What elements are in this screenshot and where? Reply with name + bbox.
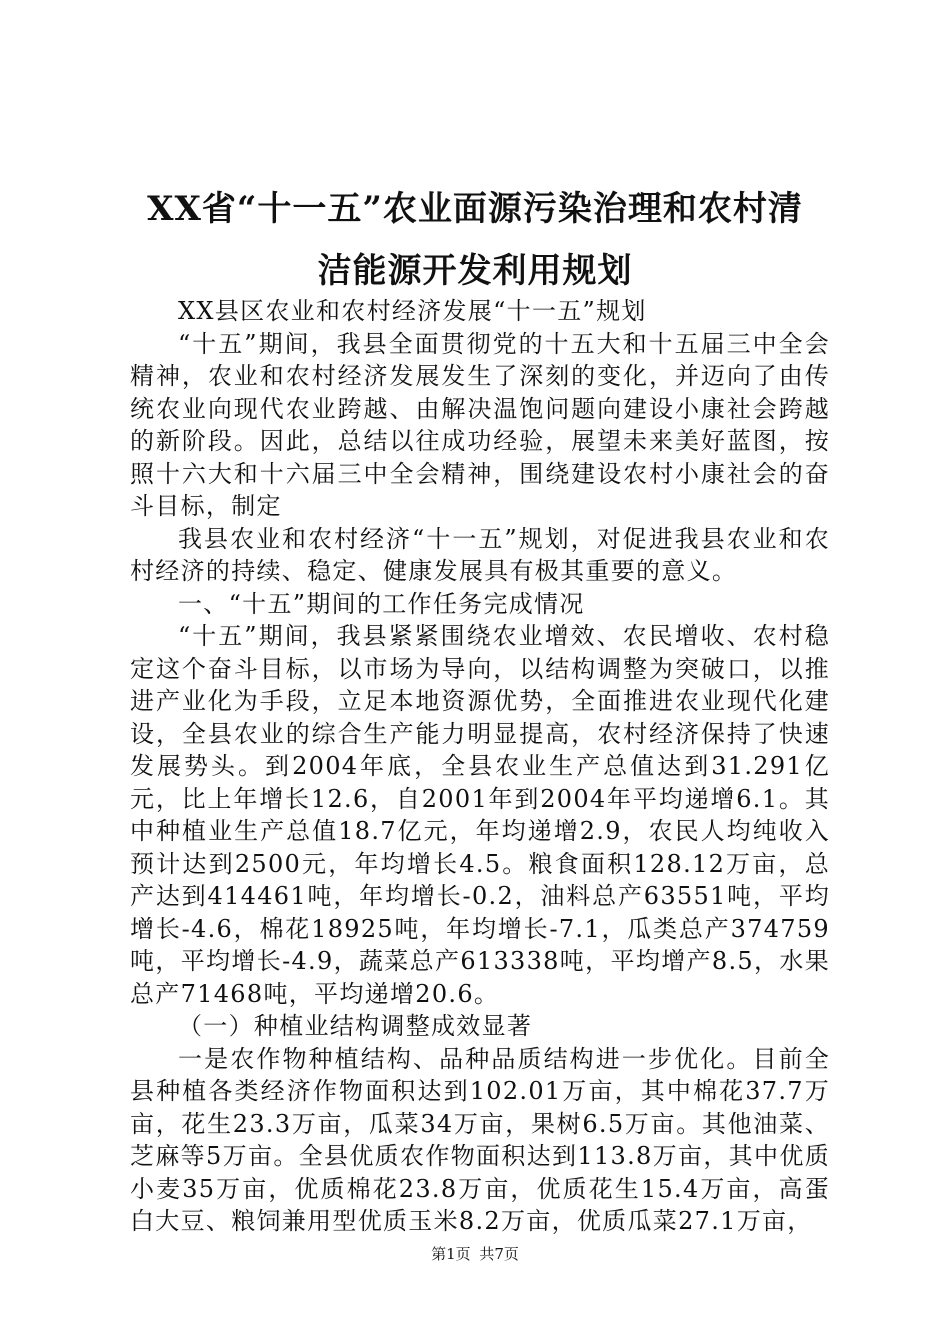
page-footer [0, 1245, 950, 1263]
subtitle-paragraph: XX县区农业和农村经济发展“十一五”规划 [178, 297, 647, 325]
body-paragraph: “十五”期间，我县紧紧围绕农业增效、农民增收、农村稳定这个奋斗目标，以市场为导向，以结构调整为突破口，以推进产业化为手段，立足本地资源优势，全面推进农业现代化建设，全县农业的综合生产能力明显提高，农村经济保持了快速发展势头。到2004年底，全县农业生产总值达到31.291亿元，比上年增长12.6，自2001年到2004年平均递增6.1。其中种植业生产总值18.7亿元，年均递增2.9，农民人均纯收入预计达到2500元，年均增长4.5。粮食面积128.12万亩，总产达到414461吨，年均增长-0.2，油料总产63551吨，平均增长-4.6，棉花18925吨，年均增长-7.1，瓜类总产374759吨，平均增长-4.9，蔬菜总产613338吨，平均增产8.5，水果总产71468吨，平均递增20.6。 [130, 622, 830, 1008]
document-title-line-2: 洁能源开发利用规划 [317, 251, 633, 291]
body-paragraph: 一是农作物种植结构、品种品质结构进一步优化。目前全县种植各类经济作物面积达到102.01万亩，其中棉花37.7万亩，花生23.3万亩，瓜菜34万亩，果树6.5万亩。其他油菜、芝麻等5万亩。全县优质农作物面积达到113.8万亩，其中优质小麦35万亩，优质棉花23.8万亩，优质花生15.4万亩，高蛋白大豆、粮饲兼用型优质玉米8.2万亩，优质瓜菜27.1万亩， [130, 1044, 830, 1235]
page-total: 共7页 [479, 1245, 519, 1263]
document-body [130, 295, 830, 1238]
document-title-line-1: XX省“十一五”农业面源污染治理和农村清 [147, 189, 803, 229]
page-number: 第1页 [431, 1245, 471, 1263]
subsection-heading: （一）种植业结构调整成效显著 [178, 1012, 533, 1040]
section-heading: 一、“十五”期间的工作任务完成情况 [178, 589, 585, 618]
body-paragraph: 我县农业和农村经济“十一五”规划，对促进我县农业和农村经济的持续、稳定、健康发展具有极其重要的意义。 [130, 524, 830, 585]
body-paragraph: “十五”期间，我县全面贯彻党的十五大和十五届三中全会精神，农业和农村经济发展发生了深刻的变化，并迈向了由传统农业向现代农业跨越、由解决温饱问题向建设小康社会跨越的新阶段。因此，总结以往成功经验，展望未来美好蓝图，按照十六大和十六届三中全会精神，围绕建设农村小康社会的奋斗目标，制定 [130, 329, 830, 520]
